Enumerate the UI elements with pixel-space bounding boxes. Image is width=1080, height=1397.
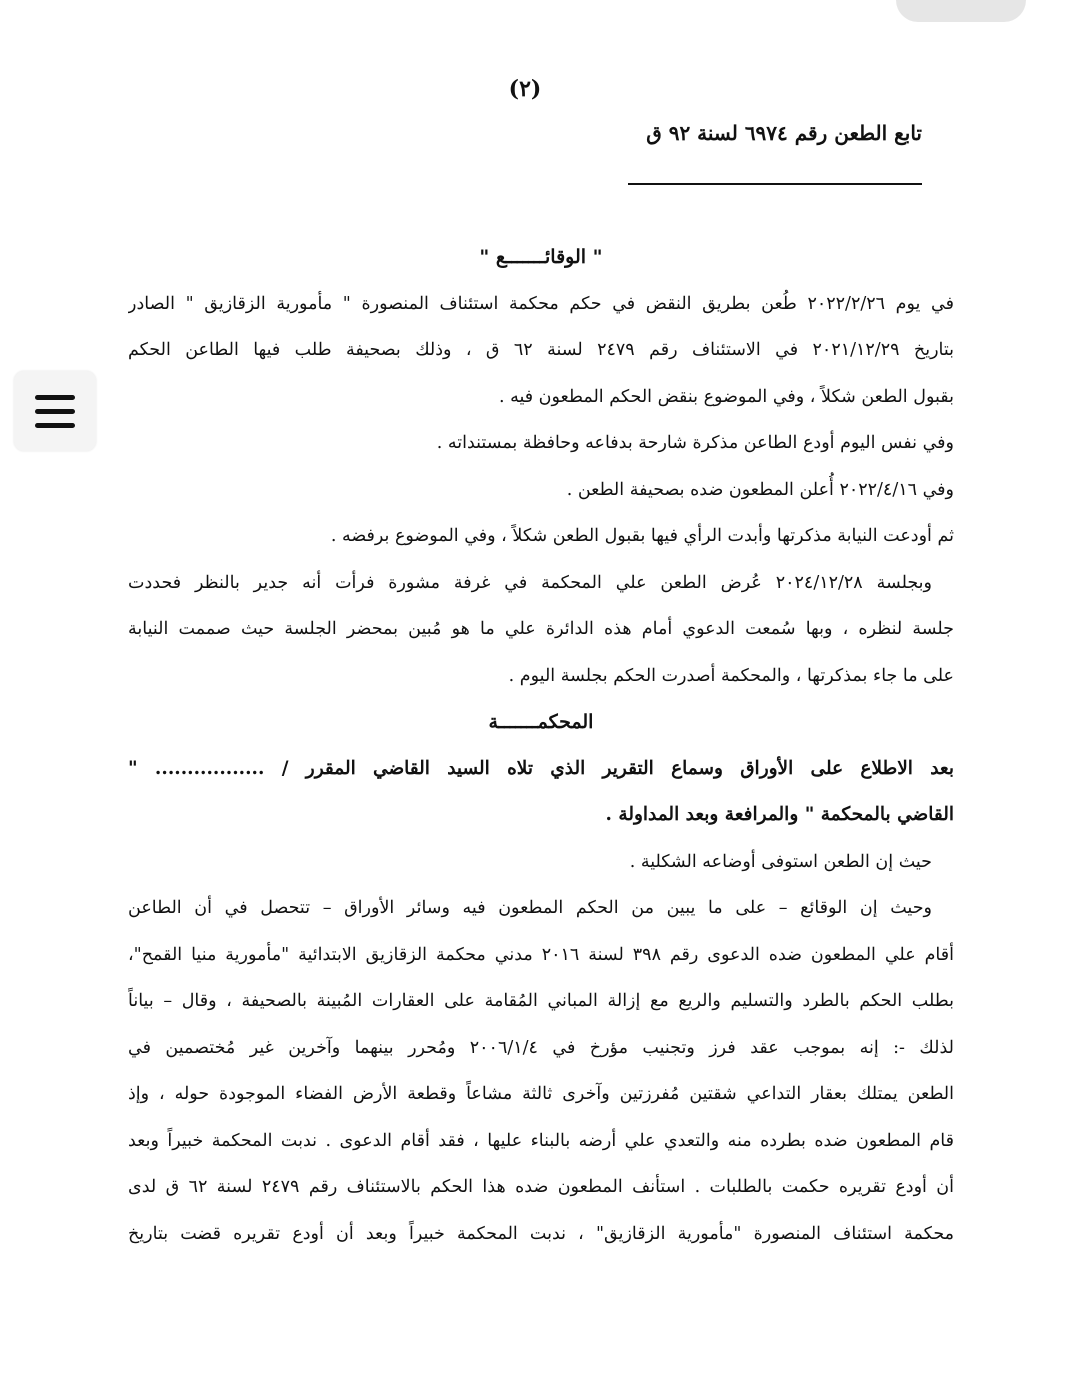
reasoning-line: محكمة استئناف المنصورة "مأمورية الزقازيق" ، ندبت المحكمة خبيراً وبعد أن أودع تقريره قضت بتاريخ bbox=[128, 1223, 954, 1244]
reasoning-line: وحيث إن الوقائع – على ما يبين من الحكم المطعون فيه وسائر الأوراق – تتحصل في أن الطاعن bbox=[128, 898, 932, 918]
facts-line: وفي ٢٠٢٢/٤/١٦ أُعلن المطعون ضده بصحيفة الطعن . bbox=[566, 479, 954, 500]
facts-line: وبجلسة ٢٠٢٤/١٢/٢٨ عُرض الطعن علي المحكمة في غرفة مشورة فرأت أنه جدير بالنظر فحددت bbox=[128, 572, 932, 593]
header-rule bbox=[628, 183, 922, 185]
reasoning-line: لذلك -: إنه بموجب عقد فرز وتجنيب مؤرخ في ٢٠٠٦/١/٤ ومُحرر بينهما وآخرين غير مُختصمين في bbox=[128, 1037, 954, 1058]
reasoning-line: أن أودع تقريره حكمت بالطلبات . استأنف المطعون ضده هذا الحكم بالاستئناف رقم ٢٤٧٩ لسنة ٦٢ ق لدى bbox=[128, 1177, 954, 1197]
facts-line: جلسة لنظره ، وبها سُمعت الدعوي أمام هذه الدائرة علي ما هو مُبين بمحضر الجلسة حيث صممت النيابة bbox=[128, 619, 954, 639]
document-body bbox=[128, 234, 954, 1257]
facts-line: بتاريخ ٢٠٢١/١٢/٢٩ في الاستئناف رقم ٢٤٧٩ لسنة ٦٢ ق ، وذلك بصحيفة طلب فيها الطاعن الحكم bbox=[128, 340, 954, 360]
facts-line: على ما جاء بمذكرتها ، والمحكمة أصدرت الحكم بجلسة اليوم . bbox=[508, 665, 954, 686]
facts-heading: " الوقائـــــــع " bbox=[479, 246, 603, 268]
court-intro-line: القاضي بالمحكمة " والمرافعة وبعد المداولة . bbox=[605, 804, 954, 825]
facts-line: وفي نفس اليوم أودع الطاعن مذكرة شارحة بدفاعه وحافظة بمستنداته . bbox=[436, 433, 954, 453]
hamburger-menu-icon[interactable] bbox=[14, 371, 96, 451]
facts-line: في يوم ٢٠٢٢/٢/٢٦ طُعن بطريق النقض في حكم محكمة استئناف المنصورة " مأمورية الزقازيق " الصادر bbox=[128, 293, 954, 314]
case-reference: تابع الطعن رقم ٦٩٧٤ لسنة ٩٢ ق bbox=[646, 121, 922, 145]
reasoning-line: بطلب الحكم بالطرد والتسليم والريع مع إزالة المباني المُقامة على العقارات المُبينة بالصحيفة ، وقال – بياناً bbox=[128, 991, 954, 1011]
page-number: (٢) bbox=[508, 76, 542, 102]
reasoning-line: الطعن يمتلك بعقار التداعي شقتين مُفرزتين وآخرى ثالثة مشاعاً وقطعة الأرض الفضاء الموجودة حوله ، وإذ bbox=[128, 1084, 954, 1104]
reasoning-line: حيث إن الطعن استوفى أوضاعه الشكلية . bbox=[629, 851, 932, 872]
top-handle[interactable] bbox=[896, 0, 1026, 22]
court-intro-line: بعد الاطلاع على الأوراق وسماع التقرير الذي تلاه السيد القاضي المقرر / ................. " bbox=[128, 757, 954, 779]
facts-line: بقبول الطعن شكلاً ، وفي الموضوع بنقض الحكم المطعون فيه . bbox=[498, 386, 954, 407]
court-heading: المحكمـــــــة bbox=[488, 711, 594, 733]
reasoning-line: أقام علي المطعون ضده الدعوى رقم ٣٩٨ لسنة ٢٠١٦ مدني محكمة الزقازيق الابتدائية "مأمورية منيا القمح"، bbox=[128, 944, 954, 965]
reasoning-line: قام المطعون ضده بطرده منه والتعدي علي أرضه بالبناء عليها ، فقد أقام الدعوى . ندبت المحكمة خبيراً وبعد bbox=[128, 1130, 954, 1151]
facts-line: ثم أودعت النيابة مذكرتها وأبدت الرأي فيها بقبول الطعن شكلاً ، وفي الموضوع برفضه . bbox=[330, 526, 954, 546]
